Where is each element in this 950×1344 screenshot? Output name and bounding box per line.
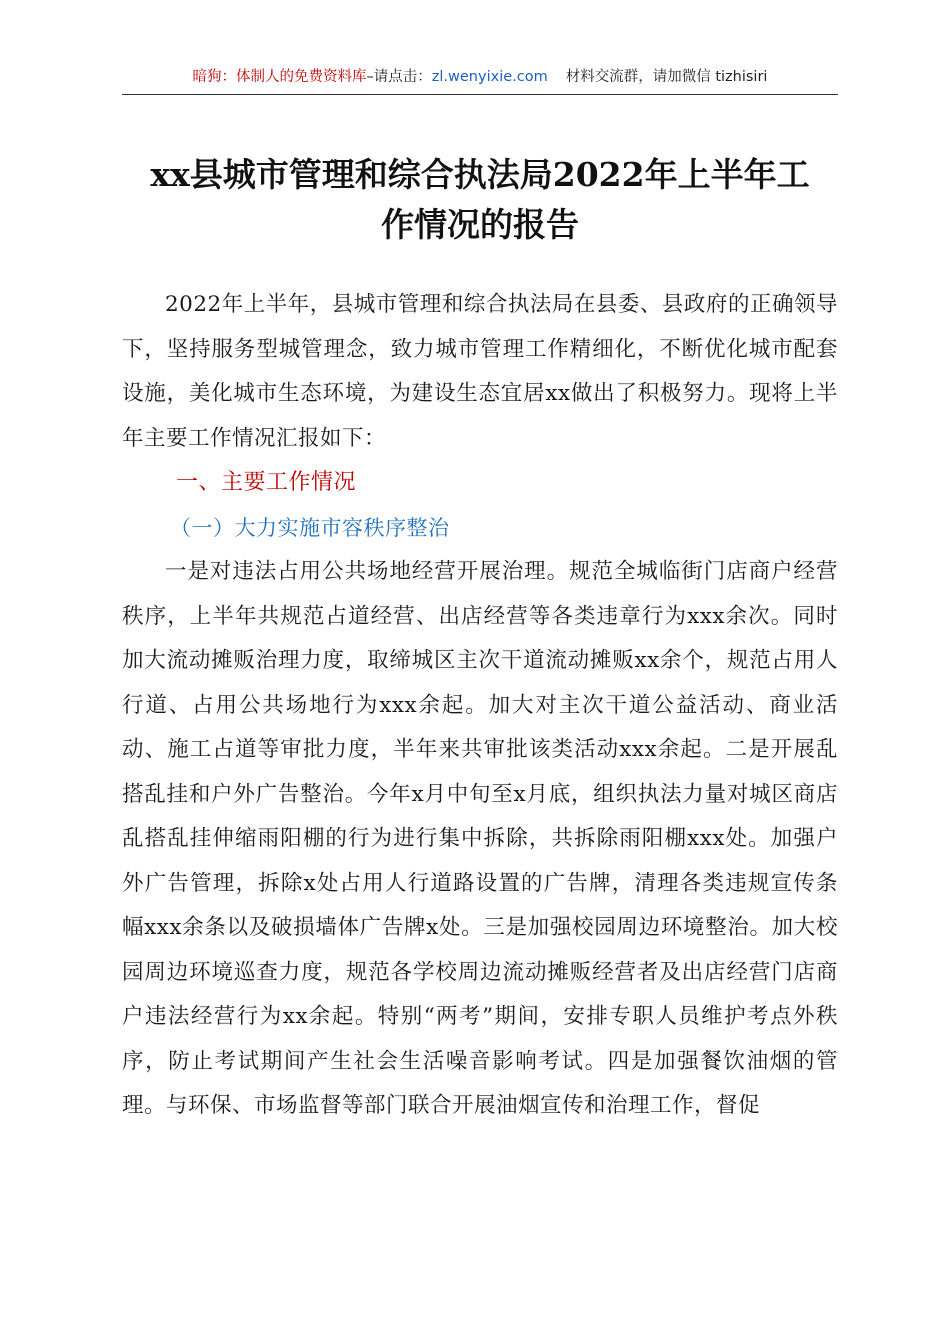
- intro-paragraph: 2022年上半年，县城市管理和综合执法局在县委、县政府的正确领导下，坚持服务型城管理念，致力城市管理工作精细化，不断优化城市配套设施，美化城市生态环境，为建设生态宜居xx做出了积极努力。现将上半年主要工作情况汇报如下：: [122, 292, 838, 451]
- section-heading: 一、主要工作情况: [176, 470, 357, 495]
- header-click-prompt: –请点击：: [366, 69, 432, 85]
- header-contact: 材料交流群，请加微信 tizhisiri: [565, 69, 768, 85]
- header-site-name: 暗狗：体制人的免费资料库: [192, 69, 367, 85]
- title-line-2: 作情况的报告: [381, 205, 579, 244]
- header-url-link[interactable]: zl.wenyixie.com: [431, 69, 548, 85]
- document-title: [122, 150, 838, 250]
- document-body: [122, 283, 838, 1129]
- subsection-heading: （一）大力实施市容秩序整治: [170, 515, 450, 540]
- body-paragraph: 一是对违法占用公共场地经营开展治理。规范全城临街门店商户经营秩序，上半年共规范占道经营、出店经营等各类违章行为xxx余次。同时加大流动摊贩治理力度，取缔城区主次干道流动摊贩xx余个，规范占用人行道、占用公共场地行为xxx余起。加大对主次干道公益活动、商业活动、施工占道等审批力度，半年来共审批该类活动xxx余起。二是开展乱搭乱挂和户外广告整治。今年x月中旬至x月底，组织执法力量对城区商店乱搭乱挂伸缩雨阳棚的行为进行集中拆除，共拆除雨阳棚xxx处。加强户外广告管理，拆除x处占用人行道路设置的广告牌，清理各类违规宣传条幅xxx余条以及破损墙体广告牌x处。三是加强校园周边环境整治。加大校园周边环境巡查力度，规范各学校周边流动摊贩经营者及出店经营门店商户违法经营行为xx余起。特别“两考”期间，安排专职人员维护考点外秩序，防止考试期间产生社会生活噪音影响考试。四是加强餐饮油烟的管理。与环保、市场监督等部门联合开展油烟宣传和治理工作，督促: [122, 559, 838, 1118]
- page-header: [122, 66, 838, 95]
- title-line-1: xx县城市管理和综合执法局2022年上半年工: [150, 155, 810, 194]
